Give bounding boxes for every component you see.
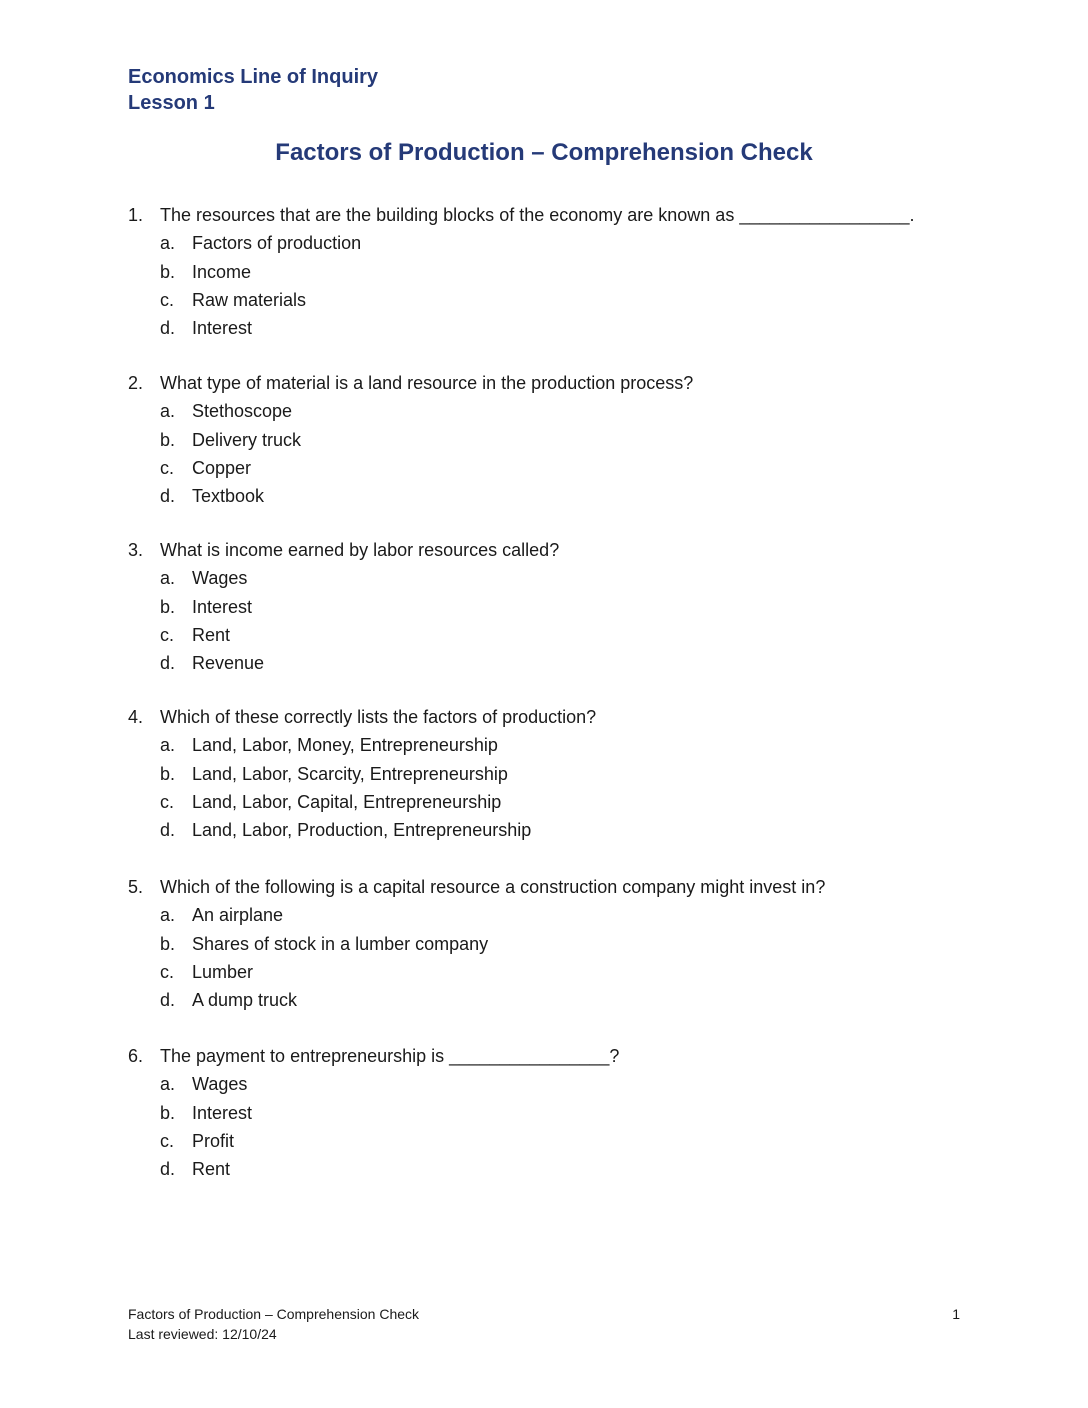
document-header bbox=[128, 64, 378, 116]
option-letter: d. bbox=[160, 990, 176, 1011]
option-letter: c. bbox=[160, 457, 175, 478]
option-letter: d. bbox=[160, 318, 176, 339]
question-text: Which of these correctly lists the factors of production? bbox=[160, 707, 597, 727]
option-letter: c. bbox=[160, 289, 175, 310]
option-text: Stethoscope bbox=[192, 401, 293, 422]
option-letter: b. bbox=[160, 763, 176, 784]
option-text: Interest bbox=[192, 1102, 253, 1123]
option-text: Land, Labor, Scarcity, Entrepreneurship bbox=[192, 763, 508, 784]
lesson-label: Lesson 1 bbox=[128, 92, 215, 114]
question-number: 1. bbox=[128, 205, 144, 225]
option-c bbox=[128, 621, 958, 649]
question-number: 3. bbox=[128, 540, 144, 560]
option-text: Rent bbox=[192, 624, 231, 645]
question-number: 2. bbox=[128, 373, 144, 393]
page-title: Factors of Production – Comprehension Check bbox=[275, 139, 813, 166]
question-1 bbox=[128, 201, 958, 342]
course-name: Economics Line of Inquiry bbox=[128, 66, 379, 88]
option-text: Wages bbox=[192, 1074, 248, 1095]
option-letter: c. bbox=[160, 791, 175, 812]
option-text: Revenue bbox=[192, 653, 265, 674]
question-number: 5. bbox=[128, 877, 144, 897]
option-letter: a. bbox=[160, 401, 176, 422]
option-text: Profit bbox=[192, 1130, 235, 1151]
question-stem bbox=[128, 873, 958, 901]
question-text: What is income earned by labor resources called? bbox=[160, 540, 560, 560]
option-letter: d. bbox=[160, 820, 176, 841]
option-c bbox=[128, 454, 958, 482]
option-letter: c. bbox=[160, 961, 175, 982]
option-c bbox=[128, 286, 958, 314]
question-number: 4. bbox=[128, 707, 144, 727]
option-letter: a. bbox=[160, 905, 176, 926]
option-a bbox=[128, 901, 958, 929]
option-letter: d. bbox=[160, 653, 176, 674]
option-d bbox=[128, 482, 958, 510]
option-text: An airplane bbox=[192, 905, 284, 926]
page-number: 1 bbox=[952, 1306, 960, 1322]
option-letter: b. bbox=[160, 596, 176, 617]
option-text: Delivery truck bbox=[192, 429, 302, 450]
option-letter: d. bbox=[160, 1159, 176, 1180]
page-footer bbox=[128, 1304, 419, 1344]
question-number: 6. bbox=[128, 1046, 144, 1066]
option-c bbox=[128, 958, 958, 986]
option-text: Land, Labor, Capital, Entrepreneurship bbox=[192, 791, 502, 812]
question-text: The payment to entrepreneurship is ________________? bbox=[160, 1046, 620, 1066]
option-b bbox=[128, 760, 958, 788]
option-text: Shares of stock in a lumber company bbox=[192, 933, 489, 954]
footer-last-reviewed: Last reviewed: 12/10/24 bbox=[128, 1326, 277, 1342]
option-text: Factors of production bbox=[192, 233, 362, 254]
option-text: Interest bbox=[192, 596, 253, 617]
option-b bbox=[128, 930, 958, 958]
option-text: Lumber bbox=[192, 961, 254, 982]
option-letter: b. bbox=[160, 1102, 176, 1123]
option-a bbox=[128, 229, 958, 257]
question-text: Which of the following is a capital resource a construction company might invest in? bbox=[160, 877, 826, 897]
option-a bbox=[128, 397, 958, 425]
option-text: Raw materials bbox=[192, 289, 307, 310]
option-d bbox=[128, 1155, 958, 1183]
question-stem bbox=[128, 201, 958, 229]
option-a bbox=[128, 731, 958, 759]
option-a bbox=[128, 1070, 958, 1098]
option-b bbox=[128, 258, 958, 286]
option-text: Interest bbox=[192, 318, 253, 339]
option-text: Land, Labor, Money, Entrepreneurship bbox=[192, 735, 498, 756]
option-d bbox=[128, 816, 958, 844]
question-4 bbox=[128, 703, 958, 844]
option-letter: a. bbox=[160, 1074, 176, 1095]
question-stem bbox=[128, 1042, 958, 1070]
option-letter: d. bbox=[160, 486, 176, 507]
option-letter: a. bbox=[160, 233, 176, 254]
question-stem bbox=[128, 703, 958, 731]
question-stem bbox=[128, 536, 958, 564]
question-5 bbox=[128, 873, 958, 1014]
option-b bbox=[128, 593, 958, 621]
option-a bbox=[128, 564, 958, 592]
option-text: Copper bbox=[192, 457, 252, 478]
option-text: A dump truck bbox=[192, 990, 298, 1011]
option-text: Land, Labor, Production, Entrepreneurship bbox=[192, 820, 532, 841]
question-3 bbox=[128, 536, 958, 677]
question-text: What type of material is a land resource in the production process? bbox=[160, 373, 694, 393]
option-letter: a. bbox=[160, 735, 176, 756]
option-letter: a. bbox=[160, 568, 176, 589]
option-text: Wages bbox=[192, 568, 248, 589]
option-c bbox=[128, 1127, 958, 1155]
option-c bbox=[128, 788, 958, 816]
question-stem bbox=[128, 369, 958, 397]
question-text: The resources that are the building blocks of the economy are known as _________________. bbox=[160, 205, 915, 225]
option-text: Textbook bbox=[192, 486, 265, 507]
option-letter: b. bbox=[160, 261, 176, 282]
option-b bbox=[128, 1099, 958, 1127]
option-d bbox=[128, 649, 958, 677]
option-text: Income bbox=[192, 261, 252, 282]
footer-document-name: Factors of Production – Comprehension Check bbox=[128, 1306, 420, 1322]
question-6 bbox=[128, 1042, 958, 1183]
option-d bbox=[128, 314, 958, 342]
option-text: Rent bbox=[192, 1159, 231, 1180]
question-2 bbox=[128, 369, 958, 510]
option-letter: c. bbox=[160, 624, 175, 645]
option-d bbox=[128, 986, 958, 1014]
option-letter: b. bbox=[160, 429, 176, 450]
option-letter: c. bbox=[160, 1130, 175, 1151]
option-letter: b. bbox=[160, 933, 176, 954]
option-b bbox=[128, 426, 958, 454]
